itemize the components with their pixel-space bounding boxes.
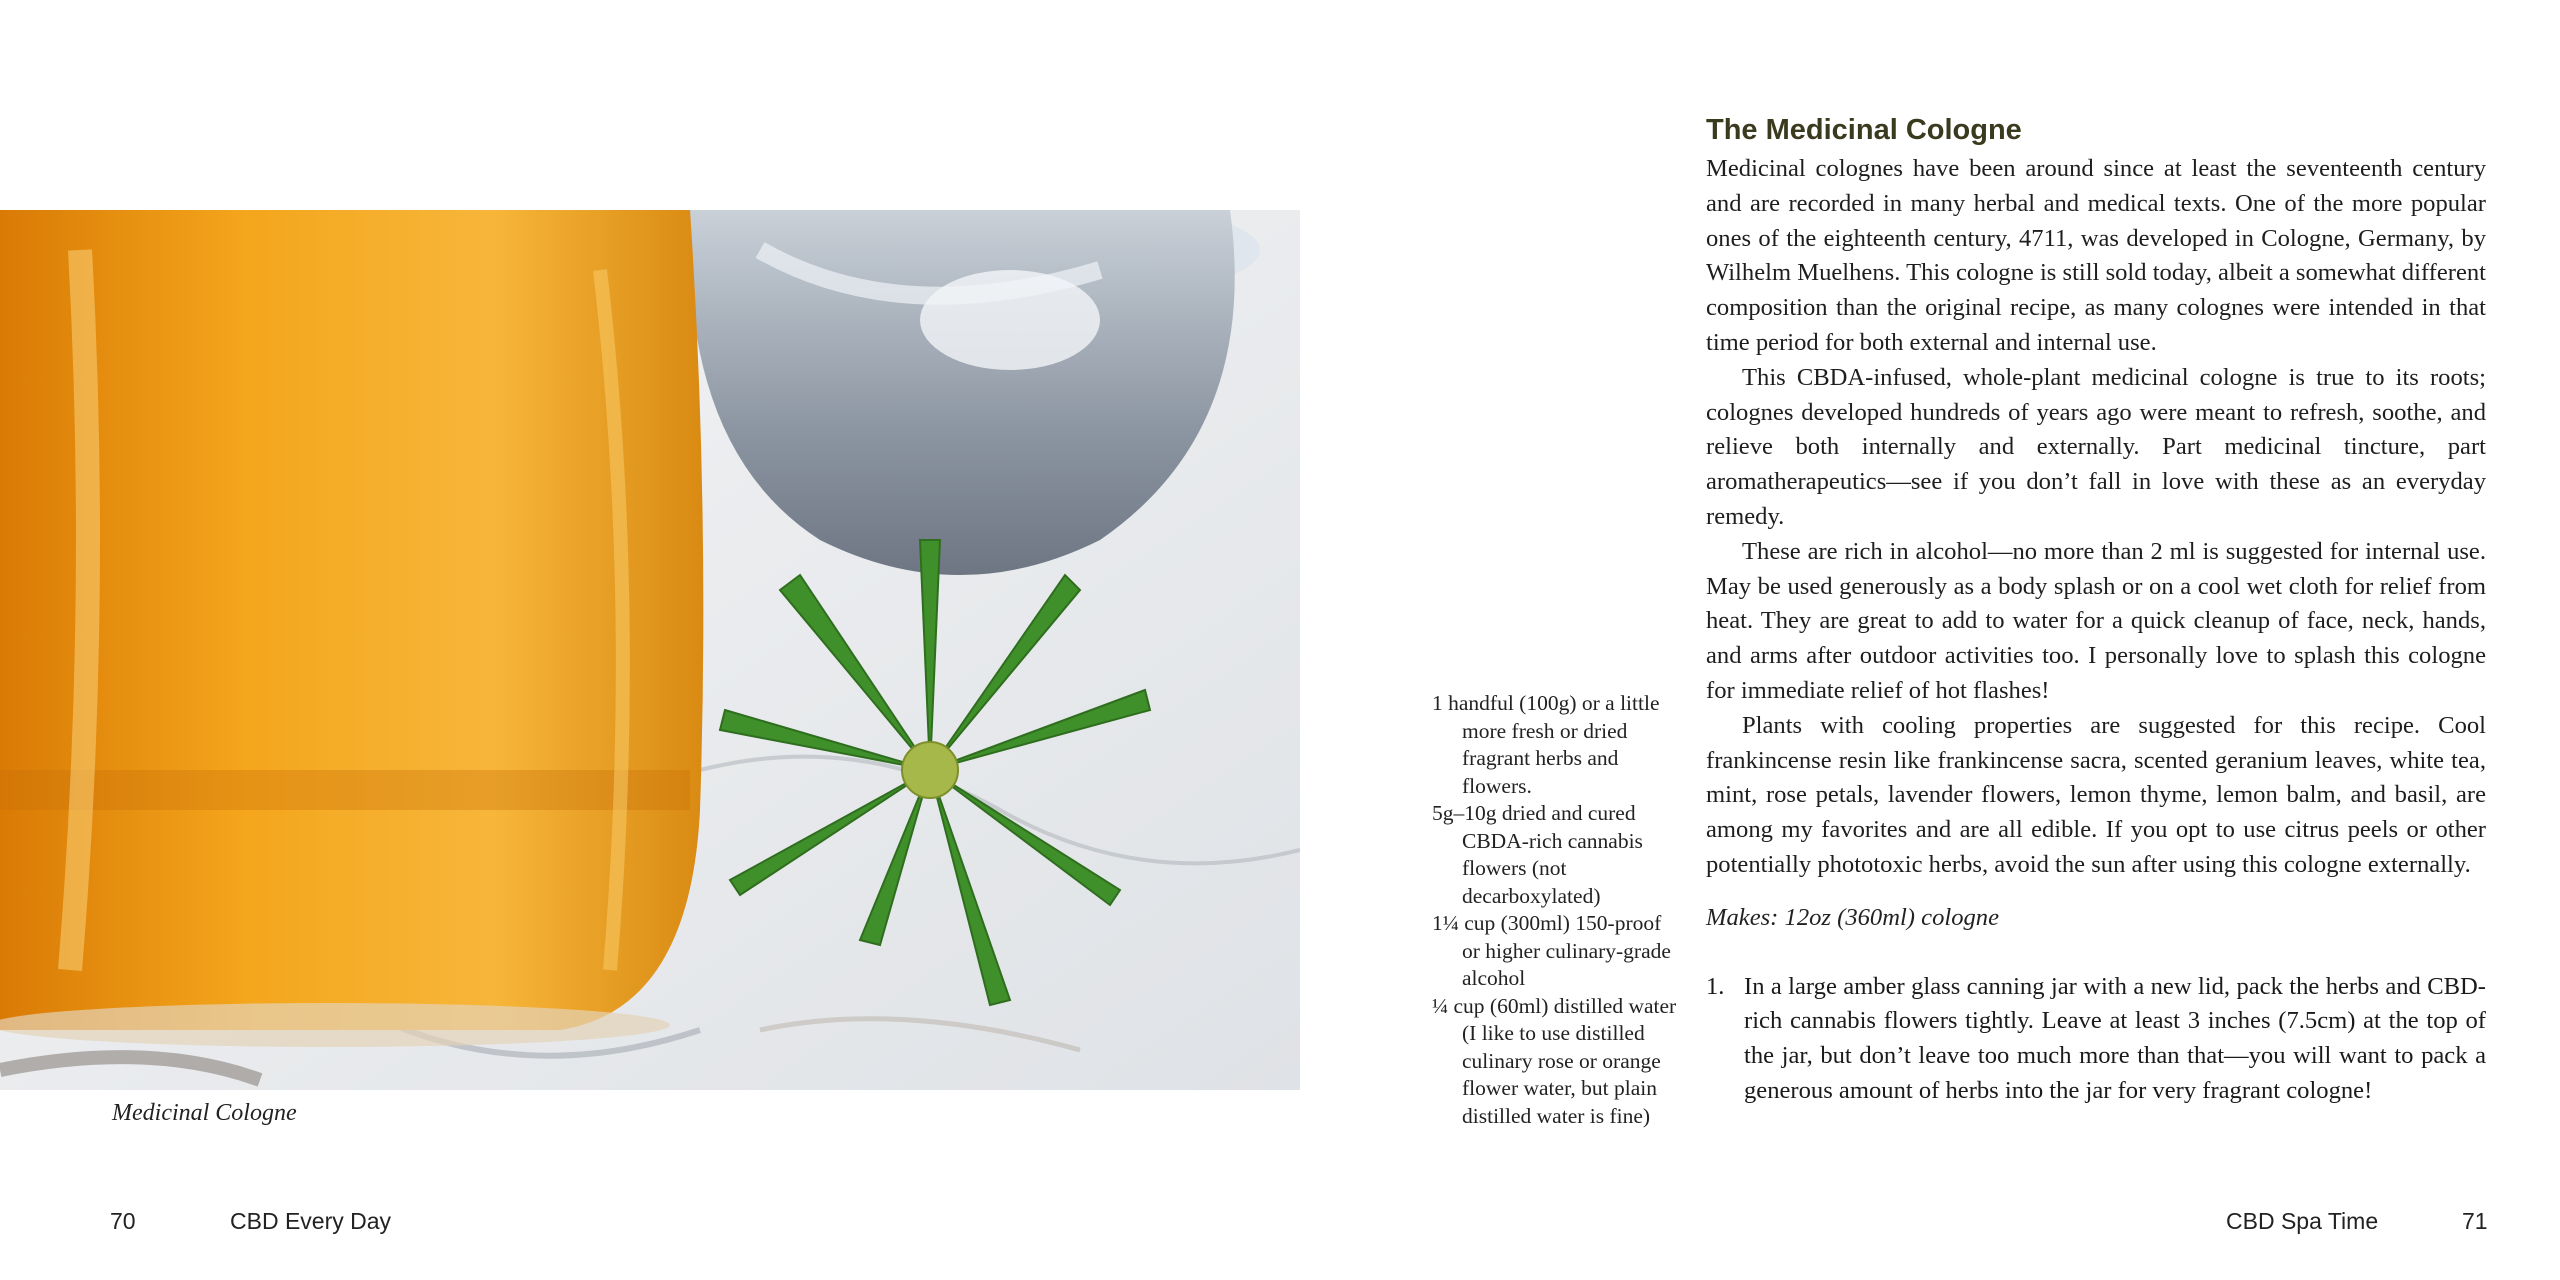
recipe-steps [1706,970,2486,1109]
step-number: 1. [1706,972,1725,1000]
body-paragraph: This CBDA-infused, whole-plant medicinal cologne is true to its roots; colognes developed hundreds of years ago were meant to refresh, soothe, and relieve both internally and externally. Part medicinal tincture, part aromatherapeutics—see if you don’t fall in love with these as an everyday remedy. [1706,363,2486,530]
ingredient-item: ¼ cup (60ml) distilled water (I like to use distilled culinary rose or orange flower water, but plain distilled water is fine) [1432,993,1677,1128]
ingredient-item: 5g–10g dried and cured CBDA-rich cannabis flowers (not decarboxylated) [1432,801,1643,908]
cologne-photo [0,210,1300,1090]
recipe-step [1706,970,2486,1109]
left-running-title: CBD Every Day [230,1208,392,1234]
body-paragraph: These are rich in alcohol—no more than 2 ml is suggested for internal use. May be used generously as a body splash or on a cool wet cloth for relief from heat. They are great to add to water for a quick cleanup of face, neck, hands, and arms after outdoor activities too. I personally love to splash this cologne for immediate relief of hot flashes! [1706,537,2486,704]
cologne-photo-illustration [0,210,1300,1090]
recipe-text-column [1706,110,2486,1109]
recipe-yield: Makes: 12oz (360ml) cologne [1706,903,1999,931]
left-page-number: 70 [110,1208,136,1234]
right-running-title: CBD Spa Time [2226,1208,2379,1234]
body-paragraph: Medicinal colognes have been around since at least the seventeenth century and are recorded in many herbal and medical texts. One of the more popular ones of the eighteenth century, 4711, was developed in Cologne, Germany, by Wilhelm Muelhens. This cologne is still sold today, albeit a somewhat different composition than the original recipe, as many colognes were intended in that time period for both external and internal use. [1706,155,2486,356]
ingredient-item: 1¼ cup (300ml) 150-proof or higher culinary-grade alcohol [1432,911,1671,990]
right-page-number: 71 [2462,1208,2488,1234]
step-text: In a large amber glass canning jar with a new lid, pack the herbs and CBD-rich cannabis flowers tightly. Leave at least 3 inches (7.5cm) at the top of the jar, but don’t leave too much more than that—you will want to pack a generous amount of herbs into the jar for very fragrant cologne! [1744,972,2486,1104]
ingredients-list [1432,690,1682,1130]
body-paragraph: Plants with cooling properties are suggested for this recipe. Cool frankincense resin like frankincense sacra, scented geranium leaves, white tea, mint, rose petals, lavender flowers, lemon thyme, lemon balm, and basil, are among my favorites and are all edible. If you opt to use citrus peels or other potentially phototoxic herbs, avoid the sun after using this cologne externally. [1706,711,2486,878]
ingredient-item: 1 handful (100g) or a little more fresh or dried fragrant herbs and flowers. [1432,691,1660,798]
photo-caption: Medicinal Cologne [112,1100,297,1126]
recipe-heading: The Medicinal Cologne [1706,114,2022,146]
